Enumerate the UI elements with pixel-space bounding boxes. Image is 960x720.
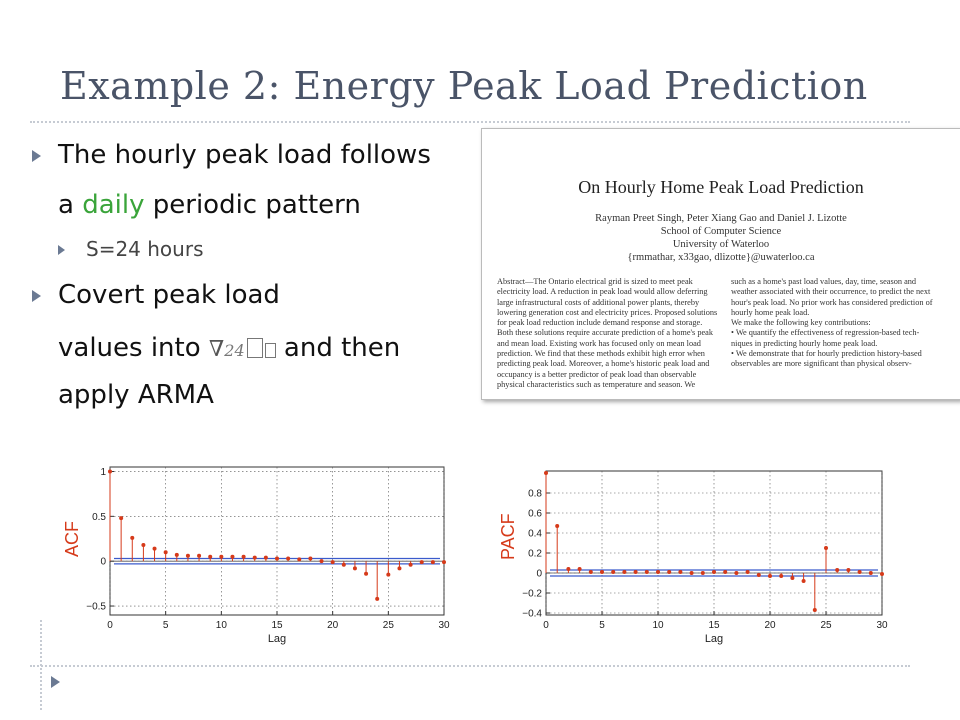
x-tick-label: 5 — [162, 620, 169, 631]
x-tick-label: 30 — [438, 620, 450, 631]
stem-point — [197, 554, 201, 558]
stem-point — [164, 550, 168, 554]
stem-point — [634, 570, 638, 574]
bullet-1-line-1: The hourly peak load follows — [58, 140, 431, 170]
stem-point — [768, 574, 772, 578]
stem-point — [622, 570, 626, 574]
nabla-subscript: 24 — [224, 341, 245, 360]
stem-point — [846, 568, 850, 572]
plot-frame — [110, 467, 444, 615]
x-tick-label: 15 — [271, 620, 283, 631]
paper-excerpt-image — [481, 128, 960, 400]
x-tick-label: 20 — [764, 620, 776, 631]
stem-point — [757, 573, 761, 577]
abstract-line: large infrastructural costs of additional power plants, thereby — [497, 297, 700, 307]
stem-point — [701, 571, 705, 575]
bullet-1-line-2 — [58, 190, 361, 220]
stem-point — [409, 563, 413, 567]
bullet-1-post: periodic pattern — [144, 190, 361, 220]
y-tick-label: 0.6 — [528, 508, 542, 520]
x-tick-label: 10 — [215, 620, 227, 631]
highlight-daily: daily — [82, 190, 145, 220]
intro-line: niques in predicting hourly home peak load. — [731, 338, 878, 348]
stem-point — [375, 597, 379, 601]
title-divider — [30, 121, 910, 123]
stem-point — [141, 543, 145, 547]
stem-point — [667, 570, 671, 574]
stem-point — [600, 570, 604, 574]
stem-point — [645, 570, 649, 574]
stem-point — [746, 570, 750, 574]
stem-point — [824, 546, 828, 550]
stem-point — [264, 556, 268, 560]
stem-point — [397, 566, 401, 570]
stem-point — [712, 570, 716, 574]
abstract-line: lowering generation cost and electricity prices. Proposed solutions — [497, 307, 718, 317]
x-tick-label: 0 — [107, 620, 113, 631]
stem-point — [734, 571, 738, 575]
bullet-1-pre: a — [58, 190, 83, 220]
x-tick-label: 30 — [876, 620, 888, 631]
stem-point — [186, 554, 190, 558]
stem-point — [858, 570, 862, 574]
abstract-line: prediction. We find that these methods exhibit high error when — [497, 349, 705, 359]
paper-left-column — [497, 277, 718, 390]
stem-point — [835, 568, 839, 572]
y-tick-label: 0.2 — [528, 548, 542, 560]
y-tick-label: 0.4 — [528, 528, 542, 540]
x-tick-label: 20 — [327, 620, 339, 631]
abstract-line: electricity load. A reduction in peak load would allow deferring — [497, 287, 708, 297]
stem-point — [242, 555, 246, 559]
stem-point — [431, 560, 435, 564]
stem-point — [230, 555, 234, 559]
stem-point — [420, 560, 424, 564]
x-axis-label: Lag — [704, 633, 724, 645]
stem-point — [578, 567, 582, 571]
footer-arrow-icon — [51, 676, 60, 688]
stem-point — [253, 556, 257, 560]
abstract-line: for peak load reduction include demand response and storage. — [497, 318, 703, 328]
acf-ylabel: ACF — [62, 521, 82, 557]
paper-right-column — [731, 277, 946, 370]
stem-point — [442, 560, 446, 564]
abstract-line: Both these solutions require accurate prediction of a home's peak — [497, 328, 713, 338]
stem-point — [297, 557, 301, 561]
bullet-2-line-2 — [58, 333, 400, 363]
stem-point — [869, 571, 873, 575]
abstract-line: occupancy is a better predictor of peak load than observable — [497, 369, 697, 379]
y-tick-label: −0.2 — [522, 588, 542, 600]
stem-point — [175, 553, 179, 557]
stem-point — [566, 567, 570, 571]
stem-point — [119, 516, 123, 520]
stem-point — [308, 556, 312, 560]
bullet-2-line-3: apply ARMA — [58, 380, 214, 410]
bullet-2-post: and then — [275, 333, 401, 363]
stem-point — [275, 556, 279, 560]
abstract-line: and mean load. Existing work has focused only on mean load — [497, 338, 701, 348]
stem-point — [678, 570, 682, 574]
stem-point — [813, 608, 817, 612]
acf-chart — [80, 455, 460, 645]
sub-bullet-season: S=24 hours — [86, 237, 204, 261]
stem-point — [544, 471, 548, 475]
y-tick-label: 1 — [100, 466, 106, 478]
paper-emails: {rmmathar, x33gao, dlizotte}@uwaterloo.ca — [627, 252, 815, 263]
x-tick-label: 15 — [708, 620, 720, 631]
bullet-2-pre: values into — [58, 333, 209, 363]
x-tick-label: 10 — [652, 620, 664, 631]
stem-point — [779, 574, 783, 578]
stem-point — [386, 573, 390, 577]
abstract-line: Abstract—The Ontario electrical grid is sized to meet peak — [497, 277, 693, 286]
pacf-chart — [500, 455, 900, 645]
intro-line: We make the following key contributions: — [731, 318, 871, 328]
stem-point — [589, 570, 593, 574]
paper-authors: Rayman Preet Singh, Peter Xiang Gao and Daniel J. Lizotte — [595, 213, 847, 224]
stem-point — [690, 571, 694, 575]
stem-point — [320, 559, 324, 563]
pacf-ylabel: PACF — [498, 513, 518, 560]
left-border-dots — [40, 620, 42, 710]
stem-point — [611, 570, 615, 574]
x-tick-label: 25 — [820, 620, 832, 631]
sub-bullet-arrow-icon — [58, 245, 65, 255]
intro-line: • We quantify the effectiveness of regression-based tech- — [731, 328, 920, 338]
abstract-line: physical characteristics such as temperature and season. We — [497, 379, 696, 389]
stem-point — [108, 469, 112, 473]
nabla-operator: ∇ — [208, 337, 225, 362]
bullet-arrow-icon — [32, 150, 41, 162]
stem-point — [555, 524, 559, 528]
abstract-line: predicting peak load. Moreover, a home's historic peak load and — [497, 359, 710, 369]
x-tick-label: 5 — [599, 620, 605, 631]
stem-point — [656, 570, 660, 574]
stem-point — [286, 556, 290, 560]
stem-point — [353, 566, 357, 570]
x-tick-label: 0 — [543, 620, 549, 631]
intro-line: hourly home peak load. — [731, 307, 810, 317]
stem-point — [153, 547, 157, 551]
stem-point — [723, 570, 727, 574]
slide-title: Example 2: Energy Peak Load Prediction — [60, 64, 868, 108]
intro-line: weather associated with their occurrence, to predict the next — [731, 287, 931, 297]
bullet-2-line-1: Covert peak load — [58, 280, 280, 310]
x-axis-label: Lag — [267, 633, 287, 645]
stem-point — [790, 576, 794, 580]
missing-glyph-icon — [265, 343, 276, 358]
stem-point — [880, 572, 884, 576]
y-tick-label: −0.5 — [86, 601, 106, 613]
y-tick-label: 0 — [100, 556, 106, 568]
y-tick-label: 0.8 — [528, 488, 542, 500]
intro-line: • We demonstrate that for hourly prediction history-based — [731, 349, 922, 359]
bullet-arrow-icon — [32, 290, 41, 302]
intro-line: such as a home's past load values, day, time, season and — [731, 277, 917, 286]
intro-line: hour's peak load. No prior work has considered prediction of — [731, 297, 933, 307]
stem-point — [364, 572, 368, 576]
intro-line: observables are more significant than physical observ- — [731, 359, 912, 369]
stem-point — [130, 536, 134, 540]
stem-point — [208, 555, 212, 559]
y-tick-label: −0.4 — [522, 608, 542, 620]
y-tick-label: 0 — [536, 568, 542, 580]
paper-title: On Hourly Home Peak Load Prediction — [578, 177, 864, 197]
paper-affiliation-2: University of Waterloo — [672, 239, 770, 250]
footer-divider — [30, 665, 910, 667]
x-tick-label: 25 — [382, 620, 394, 631]
stem-point — [802, 579, 806, 583]
stem-point — [219, 555, 223, 559]
stem-point — [342, 563, 346, 567]
paper-affiliation-1: School of Computer Science — [660, 226, 782, 237]
y-tick-label: 0.5 — [92, 511, 106, 523]
stem-point — [331, 560, 335, 564]
missing-glyph-icon — [247, 338, 263, 358]
